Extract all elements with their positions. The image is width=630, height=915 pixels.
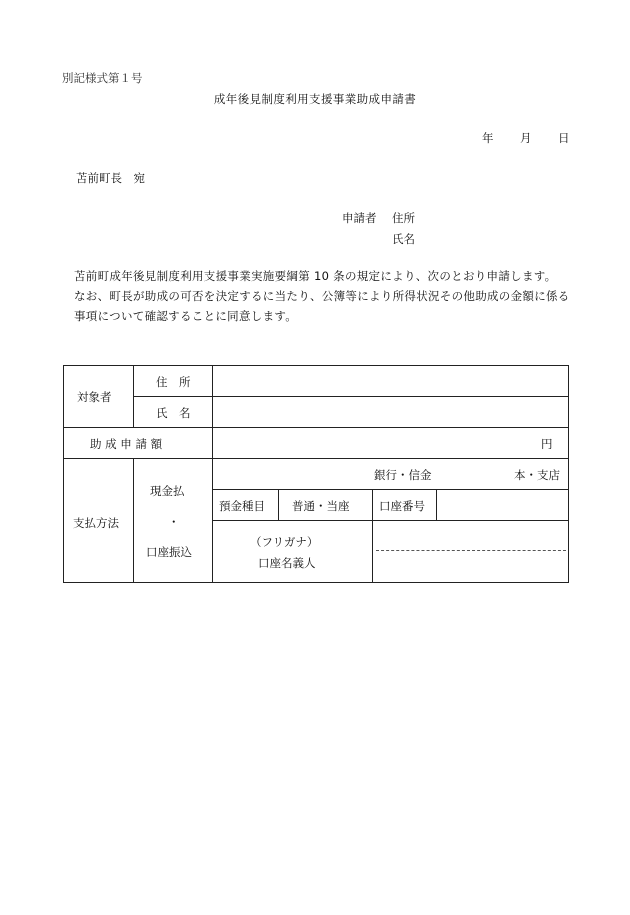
bank-transfer-label: 口座振込 — [146, 545, 192, 559]
subject-name-label: 氏 名 — [156, 406, 191, 420]
amount-unit: 円 — [541, 437, 553, 451]
form-number-label: 別記様式第１号 — [62, 71, 143, 85]
body-paragraph-1: 苫前町成年後見制度利用支援事業実施要綱第 10 条の規定により、次のとおり申請します。 — [74, 269, 557, 283]
separator-dot: ・ — [168, 515, 180, 529]
bank-label: 銀行・信金 — [374, 468, 432, 482]
furigana-label: （フリガナ） — [250, 535, 319, 549]
deposit-type-value: 普通・当座 — [292, 499, 350, 513]
amount-label: 助 成 申 請 額 — [90, 437, 163, 451]
date-day-label: 日 — [558, 131, 570, 145]
body-text — [62, 266, 572, 326]
date-year-label: 年 — [482, 131, 494, 145]
date-month-label: 月 — [520, 131, 532, 145]
applicant-address-label: 住所 — [392, 211, 415, 225]
deposit-type-label: 預金種目 — [219, 499, 265, 513]
branch-label: 本・支店 — [514, 468, 560, 482]
applicant-label: 申請者 — [342, 211, 377, 225]
payment-method-label: 支払方法 — [73, 516, 119, 530]
body-paragraph-2: なお、町長が助成の可否を決定するに当たり、公簿等により所得状況その他助成の金額に係る事項について確認することに同意します。 — [74, 289, 570, 323]
applicant-name-label: 氏名 — [392, 232, 415, 246]
cash-payment-label: 現金払 — [150, 484, 185, 498]
subject-address-label: 住 所 — [156, 375, 191, 389]
account-holder-label: 口座名義人 — [258, 556, 316, 570]
account-number-label: 口座番号 — [379, 499, 425, 513]
subject-label: 対象者 — [77, 390, 112, 404]
document-title: 成年後見制度利用支援事業助成申請書 — [213, 92, 417, 106]
addressee: 苫前町長 宛 — [76, 171, 145, 185]
